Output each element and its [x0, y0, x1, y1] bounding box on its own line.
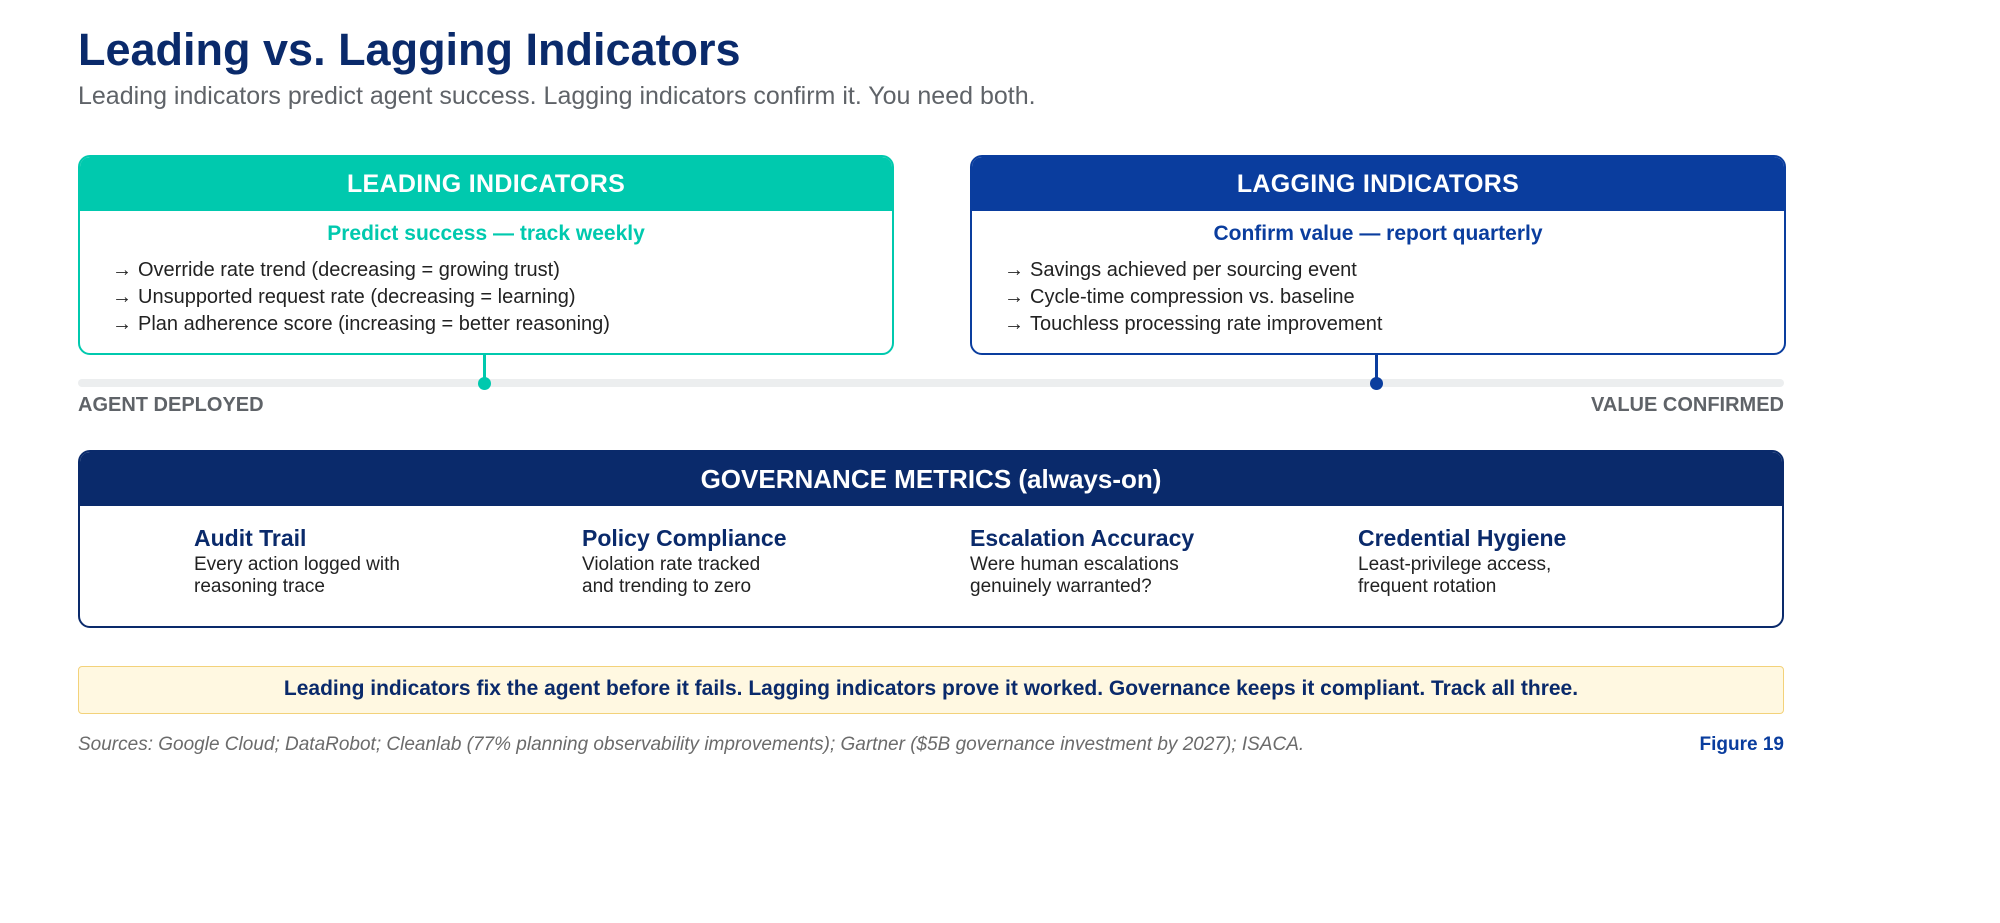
lagging-indicators-tagline: Confirm value — report quarterly	[1213, 222, 1543, 245]
metric-description: Violation rate tracked and trending to zero	[582, 554, 761, 597]
list-item	[112, 257, 892, 284]
timeline-bar	[78, 379, 1784, 387]
leading-item-text: Unsupported request rate (decreasing = learning)	[138, 286, 576, 308]
timeline-end-label: VALUE CONFIRMED	[1591, 394, 1784, 416]
metric-name: Credential Hygiene	[1358, 525, 1567, 551]
timeline-start-label: AGENT DEPLOYED	[78, 394, 264, 416]
arrow-right-icon: →	[112, 313, 132, 335]
metric-description: Were human escalations genuinely warranted?	[970, 554, 1179, 597]
leading-timeline-marker	[478, 377, 491, 390]
lagging-item-text: Savings achieved per sourcing event	[1030, 259, 1357, 281]
governance-metric	[582, 524, 922, 598]
lagging-item-text: Touchless processing rate improvement	[1030, 313, 1383, 335]
figure-label: Figure 19	[1699, 734, 1784, 755]
lagging-indicators-heading: LAGGING INDICATORS	[972, 157, 1784, 211]
leading-indicators-heading: LEADING INDICATORS	[80, 157, 892, 211]
leading-indicators-list	[80, 257, 892, 338]
governance-metric	[970, 524, 1310, 598]
lagging-indicators-card	[970, 155, 1786, 355]
metric-name: Policy Compliance	[582, 525, 787, 551]
leading-item-text: Override rate trend (decreasing = growing trust)	[138, 259, 560, 281]
sources-note: Sources: Google Cloud; DataRobot; Cleanlab (77% planning observability improvements); Gartner ($5B governance investment by 2027); ISACA.	[78, 734, 1305, 755]
leading-item-text: Plan adherence score (increasing = better reasoning)	[138, 313, 610, 335]
metric-description: Least-privilege access, frequent rotation	[1358, 554, 1552, 597]
leading-indicators-card	[78, 155, 894, 355]
arrow-right-icon: →	[112, 286, 132, 308]
list-item	[112, 311, 892, 338]
arrow-right-icon: →	[1004, 313, 1024, 335]
governance-metric	[1358, 524, 1698, 598]
list-item	[1004, 284, 1784, 311]
key-takeaway-callout: Leading indicators fix the agent before it fails. Lagging indicators prove it worked. Governance keeps it compliant. Track all three.	[78, 666, 1784, 714]
arrow-right-icon: →	[1004, 286, 1024, 308]
page-title: Leading vs. Lagging Indicators	[78, 24, 741, 75]
governance-heading: GOVERNANCE METRICS (always-on)	[80, 452, 1782, 506]
metric-name: Escalation Accuracy	[970, 525, 1195, 551]
list-item	[1004, 311, 1784, 338]
lagging-item-text: Cycle-time compression vs. baseline	[1030, 286, 1355, 308]
metric-description: Every action logged with reasoning trace	[194, 554, 400, 597]
leading-indicators-tagline: Predict success — track weekly	[327, 222, 645, 245]
lagging-timeline-marker	[1370, 377, 1383, 390]
list-item	[112, 284, 892, 311]
governance-metric	[194, 524, 534, 598]
metric-name: Audit Trail	[194, 525, 307, 551]
arrow-right-icon: →	[1004, 259, 1024, 281]
arrow-right-icon: →	[112, 259, 132, 281]
list-item	[1004, 257, 1784, 284]
governance-metrics-panel	[78, 450, 1784, 628]
lagging-indicators-list	[972, 257, 1784, 338]
page-subtitle: Leading indicators predict agent success. Lagging indicators confirm it. You need both.	[78, 82, 1036, 110]
